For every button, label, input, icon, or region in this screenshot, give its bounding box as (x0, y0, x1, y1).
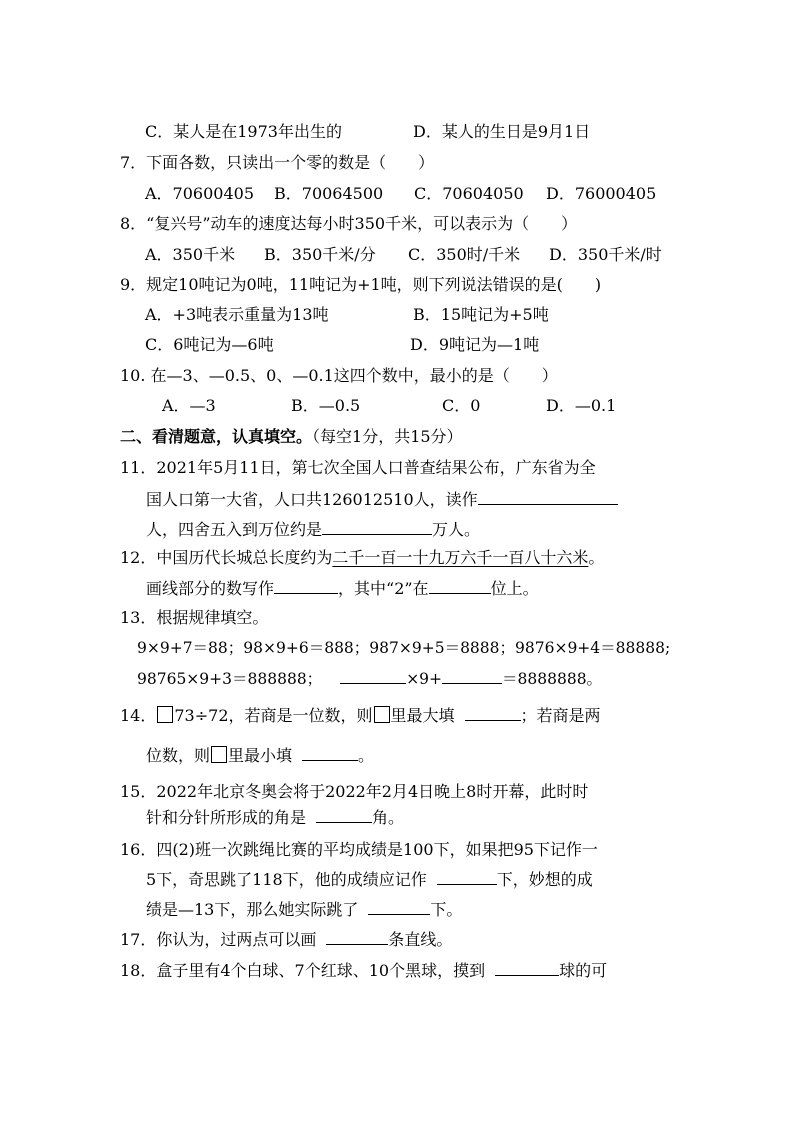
q14-line-1-mid: 里最大填 (390, 706, 455, 725)
q8-option-b: B．350千米/分 (264, 245, 376, 264)
q15-line-2-text: 针和分针所形成的角是 (146, 808, 307, 827)
q9-option-b: B．15吨记为+5吨 (413, 305, 549, 324)
q11-line-2-text: 国人口第一大省，人口共126012510人，读作 (146, 490, 478, 509)
q14-square-box (157, 706, 173, 723)
q8-option-a: A．350千米 (145, 245, 236, 264)
q16-line-3 (146, 899, 462, 920)
q14-line-2-mid: 里最小填 (228, 746, 293, 765)
q10-option-d: D．—0.1 (546, 396, 617, 415)
q12-underlined-number: 二千一百一十九万六千一百八十六米 (332, 548, 589, 567)
q6-option-c: C．某人是在1973年出生的 (145, 122, 342, 141)
q9-option-a: A．+3吨表示重量为13吨 (145, 305, 329, 324)
q7-option-a: A．70600405 (145, 184, 254, 203)
section-2-heading (120, 427, 463, 447)
q16-record-blank[interactable] (437, 869, 497, 885)
q10-option-a: A．—3 (162, 396, 216, 415)
q17-end: 条直线。 (388, 930, 453, 949)
q17-line (120, 929, 452, 950)
q8-stem: 8．“复兴号”动车的速度达每小时350千米，可以表示为（ ） (120, 214, 578, 233)
q7-option-c: C．70604050 (414, 184, 524, 203)
q12-line-1 (120, 548, 604, 568)
q14-line-1 (120, 705, 601, 726)
q14-line-1-text: 73÷72，若商是一位数，则 (174, 706, 373, 725)
q16-line-3-end: 下。 (430, 900, 463, 919)
q10-option-c: C．0 (442, 396, 481, 415)
q15-line-2-end: 角。 (372, 808, 405, 827)
q8-option-d: D．350千米/时 (549, 245, 662, 264)
q12-place-blank[interactable] (429, 578, 491, 594)
q12-line-2-end: 位上。 (490, 579, 539, 598)
q11-line-3 (146, 519, 480, 540)
q13-line-2-text: 98765×9+3＝888888； (137, 670, 323, 688)
q14-min-blank[interactable] (302, 745, 358, 761)
q16-line-1: 16．四(2)班一次跳绳比赛的平均成绩是100下，如果把95下记作一 (120, 840, 598, 859)
q14-line-2-text: 位数，则 (146, 746, 211, 765)
q14-number: 14． (120, 706, 157, 725)
q16-line-2 (146, 869, 593, 890)
q13-blank-2[interactable] (442, 668, 502, 684)
q12-line-1-text: 12．中国历代长城总长度约为 (120, 548, 333, 567)
q16-line-2-text: 5下，奇思跳了118下，他的成绩应记作 (146, 870, 427, 889)
q13-line-2-mid: ×9+ (406, 670, 443, 688)
section-2-title: 二、看清题意，认真填空。 (120, 427, 313, 446)
q11-rounding-blank[interactable] (322, 519, 432, 535)
q18-ball-blank[interactable] (495, 960, 559, 976)
q16-line-2-end: 下，妙想的成 (496, 870, 593, 889)
q11-line-3-unit: 万人。 (432, 520, 481, 539)
q9-stem: 9．规定10吨记为0吨，11吨记为+1吨，则下列说法错误的是( ) (120, 275, 602, 294)
q14-line-2 (146, 745, 374, 766)
q12-line-2-mid: ，其中“2”在 (338, 579, 429, 598)
q18-text: 18．盒子里有4个白球、7个红球、10个黑球，摸到 (120, 961, 486, 980)
q14-line-1-end: ；若商是两 (520, 706, 601, 725)
q10-stem: 10. 在—3、—0.5、0、—0.1这四个数中，最小的是（ ） (120, 366, 558, 385)
q8-option-c: C．350时/千米 (408, 245, 521, 264)
q14-square-box (211, 746, 227, 763)
q9-option-c: C．6吨记为—6吨 (145, 335, 274, 354)
q7-option-b: B．70064500 (274, 184, 384, 203)
q11-reading-blank[interactable] (478, 489, 618, 505)
q9-option-d: D．9吨记为—1吨 (410, 335, 540, 354)
q12-line-2-text: 画线部分的数写作 (146, 579, 275, 598)
q15-angle-blank[interactable] (316, 807, 372, 823)
q12-line-2 (146, 578, 539, 599)
q15-line-2 (146, 807, 404, 828)
q15-line-1: 15．2022年北京冬奥会将于2022年2月4日晚上8时开幕，此时时 (120, 782, 589, 801)
q18-end: 球的可 (559, 961, 608, 980)
q7-option-d: D．76000405 (546, 184, 657, 203)
q7-stem: 7．下面各数，只读出一个零的数是（ ） (120, 153, 435, 172)
q6-option-d: D．某人的生日是9月1日 (413, 122, 591, 141)
q14-max-blank[interactable] (465, 705, 521, 721)
q13-line-2-end: ＝8888888。 (502, 670, 603, 688)
q13-pattern-line-1: 9×9+7＝88；98×9+6＝888；987×9+5＝8888；9876×9+4＝88888; (137, 639, 671, 657)
q11-line-2 (146, 489, 618, 510)
q13-pattern-line-2 (137, 668, 602, 689)
q16-actual-blank[interactable] (368, 899, 430, 915)
section-2-note: （每空1分，共15分） (312, 427, 463, 446)
q12-line-1-end: 。 (588, 548, 605, 567)
q10-option-b: B．—0.5 (291, 396, 361, 415)
q11-line-1: 11．2021年5月11日，第七次全国人口普查结果公布，广东省为全 (120, 458, 596, 477)
q13-blank-1[interactable] (340, 668, 406, 684)
q17-lines-blank[interactable] (326, 929, 388, 945)
q13-stem: 13．根据规律填空。 (120, 608, 269, 627)
q11-line-3-text: 人，四舍五入到万位约是 (146, 520, 323, 539)
q14-line-2-end: 。 (358, 746, 375, 765)
q12-number-blank[interactable] (274, 578, 338, 594)
q18-line (120, 960, 607, 981)
q16-line-3-text: 绩是—13下，那么她实际跳了 (146, 900, 359, 919)
q17-text: 17．你认为，过两点可以画 (120, 930, 317, 949)
q14-square-box (374, 706, 390, 723)
